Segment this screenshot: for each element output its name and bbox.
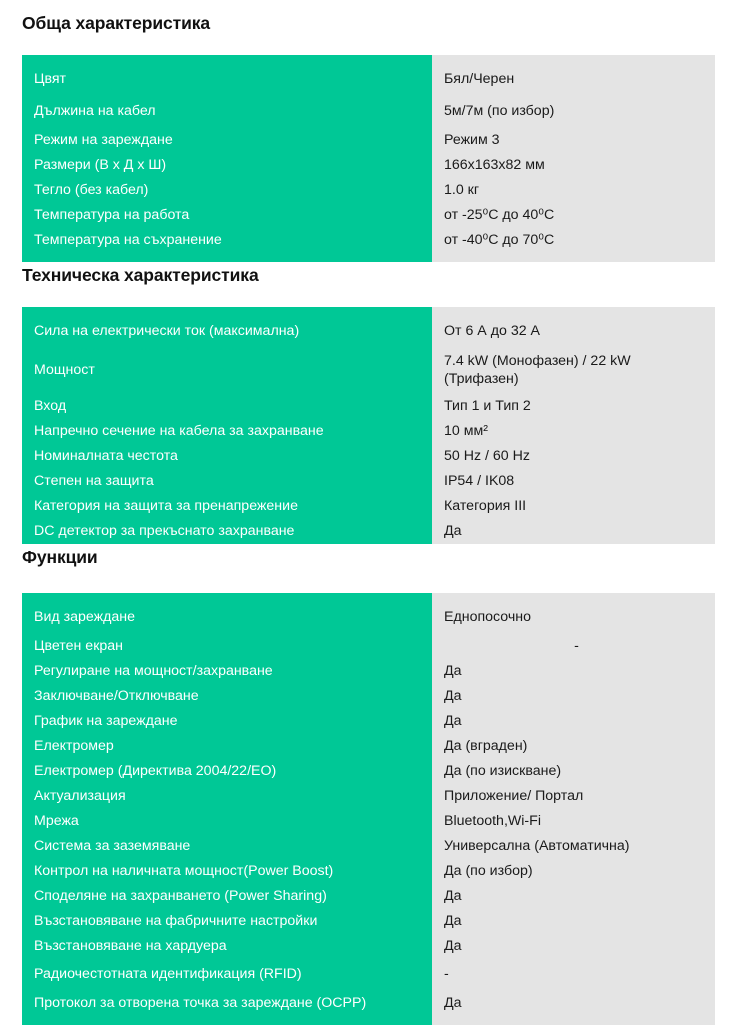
table-row [22,934,715,959]
table-row [22,834,715,859]
top-spacer [0,0,737,13]
table-row [22,709,715,734]
table-row [22,316,715,348]
row-label: Цвят [22,64,432,96]
row-value: Да [432,659,715,684]
table-row [22,809,715,834]
table-row [22,128,715,153]
row-value: Bluetooth,Wi-Fi [432,809,715,834]
row-value: Универсална (Автоматична) [432,834,715,859]
pad-cell-label [22,253,432,262]
table-row [22,884,715,909]
table-row [22,859,715,884]
section-heading-general: Обща характеристика [22,13,211,33]
row-label: Степен на защита [22,469,432,494]
row-label: Електромер [22,734,432,759]
pad-cell-value [432,1016,715,1025]
pad-cell-value [432,593,715,602]
table-row [22,153,715,178]
row-value: Да (вграден) [432,734,715,759]
row-value: Да [432,519,715,544]
row-label: Сила на електрически ток (максимална) [22,316,432,348]
table-row [22,494,715,519]
row-label: Температура на работа [22,203,432,228]
table-row [22,228,715,253]
row-label: Актуализация [22,784,432,809]
table-pad-row [22,593,715,602]
row-value: 7.4 kW (Монофазен) / 22 kW (Трифазен) [432,348,715,394]
row-value: Категория III [432,494,715,519]
row-value: Приложение/ Портал [432,784,715,809]
row-label: Режим на зареждане [22,128,432,153]
row-label: Дължина на кабел [22,96,432,128]
row-label: Номиналната честота [22,444,432,469]
row-label: Заключване/Отключване [22,684,432,709]
row-value: Бял/Черен [432,64,715,96]
table-row [22,203,715,228]
row-value: IP54 / IK08 [432,469,715,494]
table-row [22,909,715,934]
row-label: DC детектор за прекъснато захранване [22,519,432,544]
table-row [22,659,715,684]
row-label: Температура на съхранение [22,228,432,253]
row-value: Да [432,684,715,709]
row-value: От 6 А до 32 А [432,316,715,348]
row-label: Регулиране на мощност/захранване [22,659,432,684]
row-value: от -40⁰С до 70⁰С [432,228,715,253]
table-row [22,469,715,494]
row-value: 1.0 кг [432,178,715,203]
table-row [22,444,715,469]
table-row [22,734,715,759]
row-label: Радиочестотната идентификация (RFID) [22,959,432,991]
table-row [22,64,715,96]
spec-table-functions [22,593,715,1025]
row-label: Протокол за отворена точка за зареждане (OCPP) [22,991,432,1016]
spacer-after-heading-1 [0,33,737,55]
table-row [22,394,715,419]
row-value: 10 мм² [432,419,715,444]
row-value: - [432,634,715,659]
row-value: 50 Hz / 60 Hz [432,444,715,469]
table-row [22,178,715,203]
row-value: Тип 1 и Тип 2 [432,394,715,419]
row-label: Напречно сечение на кабела за захранване [22,419,432,444]
row-label: Мрежа [22,809,432,834]
table-row [22,602,715,634]
row-value: 166х163х82 мм [432,153,715,178]
spacer-after-heading-2 [0,285,737,307]
row-label: Тегло (без кабел) [22,178,432,203]
section-heading-functions: Функции [22,547,98,568]
row-value: Да [432,991,715,1016]
row-label: График на зареждане [22,709,432,734]
row-label: Електромер (Директива 2004/22/ЕО) [22,759,432,784]
table-pad-row [22,253,715,262]
row-value: Режим 3 [432,128,715,153]
row-label: Категория на защита за пренапрежение [22,494,432,519]
row-value: от -25⁰С до 40⁰С [432,203,715,228]
row-value: Да (по избор) [432,859,715,884]
table-row [22,684,715,709]
pad-cell-label [22,593,432,602]
row-label: Възстановяване на фабричните настройки [22,909,432,934]
row-label: Вход [22,394,432,419]
pad-cell-value [432,253,715,262]
pad-cell-value [432,55,715,64]
row-value: Да [432,934,715,959]
row-label: Вид зареждане [22,602,432,634]
row-label: Система за заземяване [22,834,432,859]
row-label: Мощност [22,348,432,394]
row-label: Размери (В х Д х Ш) [22,153,432,178]
pad-cell-value [432,307,715,316]
spec-table-technical [22,307,715,544]
pad-cell-label [22,1016,432,1025]
row-value: 5м/7м (по избор) [432,96,715,128]
row-label: Контрол на наличната мощност(Power Boost) [22,859,432,884]
table-pad-row [22,307,715,316]
table-pad-row [22,1016,715,1025]
row-value: Еднопосочно [432,602,715,634]
table-row [22,96,715,128]
table-row [22,991,715,1016]
row-label: Цветен екран [22,634,432,659]
row-value: Да [432,709,715,734]
table-row [22,634,715,659]
row-label: Възстановяване на хардуера [22,934,432,959]
row-value: - [432,959,715,991]
table-row [22,759,715,784]
row-value: Да (по изискване) [432,759,715,784]
spec-table-general [22,55,715,262]
table-row [22,784,715,809]
row-label: Споделяне на захранването (Power Sharing) [22,884,432,909]
pad-cell-label [22,307,432,316]
pad-cell-label [22,55,432,64]
table-pad-row [22,55,715,64]
spacer-after-heading-3 [0,567,737,593]
table-row [22,348,715,394]
table-row [22,959,715,991]
table-row [22,419,715,444]
table-row [22,519,715,544]
row-value: Да [432,884,715,909]
row-value: Да [432,909,715,934]
section-heading-technical: Техническа характеристика [22,265,259,286]
